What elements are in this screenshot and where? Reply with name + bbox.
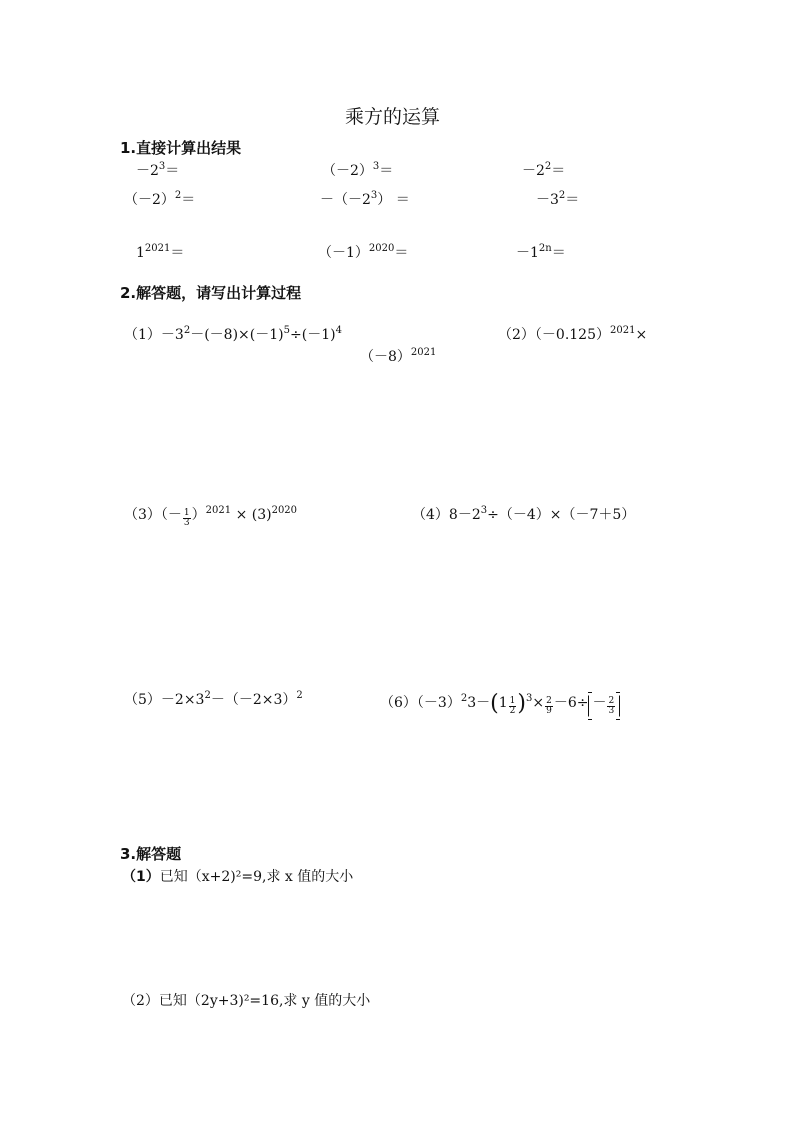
s1-r1-item-2: $(-2)^3=$ bbox=[322, 161, 394, 179]
fraction-two-thirds: $\frac{2}{3}$ bbox=[608, 696, 615, 716]
problem-1: $(1)-3^2-(-8)\times(-1)^5\div(-1)^4$ bbox=[124, 325, 342, 343]
s1-r2-item-3: $-3^2=$ bbox=[536, 190, 580, 208]
section-1-heading: 1.直接计算出结果 bbox=[120, 139, 242, 157]
problem-6: $(6)(-3)^23-(1$ $\frac{1}{2}$ )$^3$× $\frac{2}{9}$ －6÷ － $\frac{2}{3}$ bbox=[380, 693, 620, 717]
problem-2-line-2: $(-8)^{2021}$ bbox=[360, 347, 437, 365]
s1-r3-item-3: $-1^{2n}=$ bbox=[516, 243, 566, 261]
s1-r3-item-2: $(-1)^{2020}=$ bbox=[318, 243, 409, 261]
problem-2-line-1: $(2)(-0.125)^{2021}\times$ bbox=[498, 325, 648, 343]
section-3-question-2: （2）已知（2y+3)²=16,求 y 值的大小 bbox=[122, 993, 371, 1009]
fraction-two-ninths: $\frac{2}{9}$ bbox=[546, 696, 552, 716]
section-2-heading: 2.解答题，请写出计算过程 bbox=[120, 284, 302, 302]
problem-4: $(4)8-2^3\div(-4)\times(-7+5)$ bbox=[412, 505, 636, 523]
problem-3: （3）（－ $\frac{1}{3}$ ）$^{2021} \times (3)^{2020}$ bbox=[124, 505, 298, 528]
section-3-heading: 3.解答题 bbox=[120, 845, 182, 863]
fraction-one-third: $\frac{1}{3}$ bbox=[183, 508, 190, 528]
absolute-value-bracket: － $\frac{2}{3}$ bbox=[588, 695, 620, 717]
s1-r3-item-1: $1^{2021}=$ bbox=[136, 243, 185, 261]
s1-r2-item-1: $(-2)^2=$ bbox=[124, 190, 196, 208]
fraction-one-half: $\frac{1}{2}$ bbox=[509, 696, 516, 716]
s1-r1-item-1: $-2^3=$ bbox=[136, 161, 180, 179]
s1-r1-item-3: $-2^2=$ bbox=[522, 161, 566, 179]
problem-5: $(5)-2\times 3^2-(-2\times 3)^2$ bbox=[124, 690, 303, 708]
s1-r2-item-2: $-(-2^3)$ ＝ bbox=[320, 190, 410, 208]
section-3-question-1: （1）已知（x+2)²=9,求 x 值的大小 bbox=[122, 869, 354, 885]
page-title: 乘方的运算 bbox=[345, 106, 441, 128]
